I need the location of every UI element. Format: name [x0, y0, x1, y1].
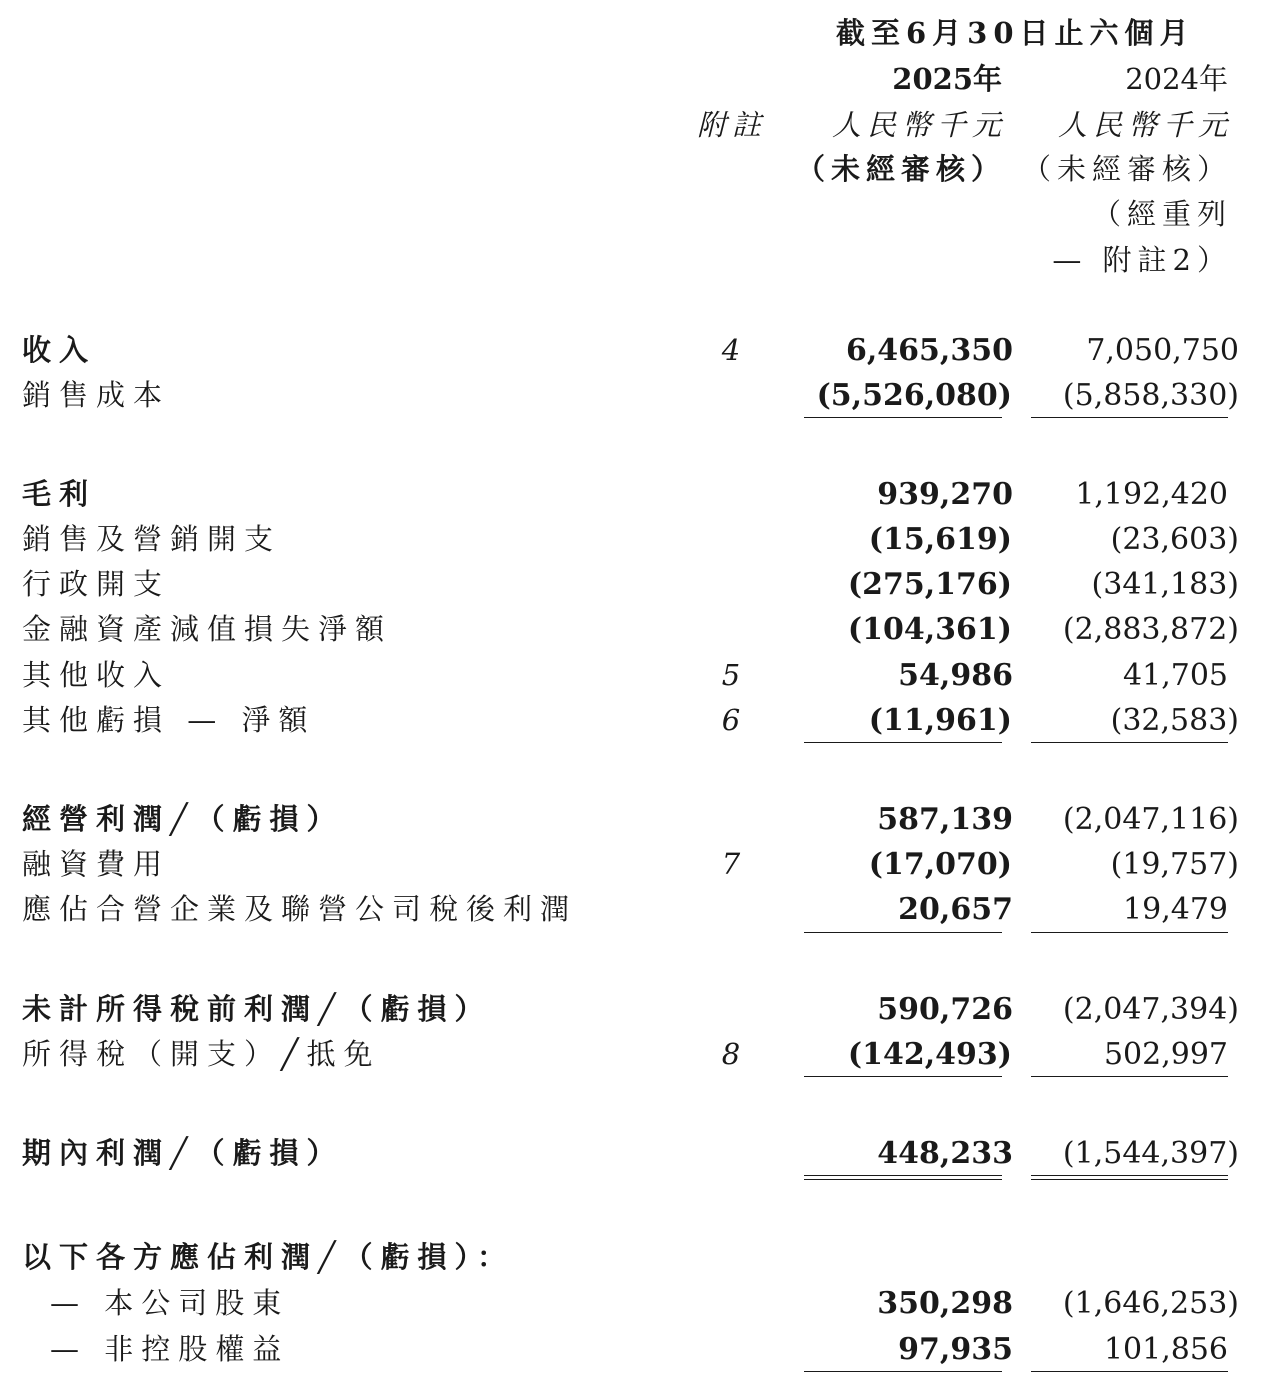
row-selling-expenses — [0, 517, 1272, 562]
row-label: 融資費用 — [22, 847, 171, 881]
value-2025: (104,361) — [847, 612, 1012, 647]
subtotal-rule-2025 — [804, 1371, 1002, 1372]
value-2025: 587,139 — [877, 802, 1013, 837]
subtotal-rule-2025 — [804, 932, 1002, 933]
subtotal-rule-2024 — [1031, 932, 1228, 933]
value-2024: 101,856 — [1103, 1332, 1228, 1367]
value-2024: (19,757) — [1110, 847, 1239, 882]
subtotal-rule-2024 — [1031, 417, 1228, 418]
value-2025: 97,935 — [898, 1332, 1013, 1367]
value-2025: 590,726 — [877, 992, 1013, 1027]
value-2024: (2,047,394) — [1062, 992, 1239, 1027]
row-label: 金融資產減值損失淨額 — [22, 612, 393, 646]
value-2025: (17,070) — [868, 847, 1012, 882]
currency-2025-header: 人民幣千元 — [831, 108, 1007, 142]
row-label: 銷售及營銷開支 — [22, 522, 282, 556]
value-2025: (15,619) — [868, 522, 1012, 557]
value-2025: (11,961) — [868, 703, 1012, 738]
value-2024: (2,883,872) — [1062, 612, 1239, 647]
restated-header-line2: — 附註2） — [1052, 243, 1232, 277]
subtotal-rule-2025 — [804, 417, 1002, 418]
value-2025: (142,493) — [847, 1037, 1012, 1072]
value-2025: 20,657 — [898, 892, 1013, 927]
value-2024: (341,183) — [1091, 567, 1239, 602]
value-2024: (1,544,397) — [1062, 1136, 1239, 1171]
row-share-of-jv-profit — [0, 887, 1272, 932]
audit-2024-header: （未經審核） — [1021, 152, 1232, 186]
value-2024: 7,050,750 — [1086, 333, 1239, 368]
row-gross-profit — [0, 472, 1272, 517]
restated-header-line1: （經重列 — [1091, 197, 1232, 231]
row-label: 其他虧損 — 淨額 — [22, 703, 316, 737]
row-label: 經營利潤╱（虧損） — [22, 802, 344, 836]
value-2024: 19,479 — [1123, 892, 1228, 927]
total-double-rule-2025 — [804, 1175, 1002, 1180]
row-finance-costs — [0, 842, 1272, 887]
row-note: 6 — [721, 703, 741, 737]
value-2024: (5,858,330) — [1062, 378, 1239, 413]
subtotal-rule-2025 — [804, 1076, 1002, 1077]
row-label: 所得稅（開支）╱抵免 — [22, 1037, 381, 1071]
value-2024: (23,603) — [1110, 522, 1239, 557]
row-other-income — [0, 653, 1272, 698]
row-label: — 非控股權益 — [50, 1332, 290, 1366]
value-2025: 350,298 — [877, 1286, 1013, 1321]
total-double-rule-2024 — [1031, 1175, 1228, 1180]
subtotal-rule-2024 — [1031, 742, 1228, 743]
row-label: 毛利 — [22, 477, 97, 511]
row-label: 收入 — [22, 333, 97, 367]
value-2025: 939,270 — [877, 477, 1013, 512]
value-2024: (1,646,253) — [1062, 1286, 1239, 1321]
row-label: 期內利潤╱（虧損） — [22, 1136, 344, 1170]
value-2024: (32,583) — [1110, 703, 1239, 738]
row-owners-of-company — [0, 1281, 1272, 1326]
note-column-header: 附註 — [697, 108, 768, 142]
value-2024: 41,705 — [1123, 658, 1228, 693]
row-non-controlling-interests — [0, 1327, 1272, 1372]
row-operating-profit — [0, 797, 1272, 842]
value-2025: (5,526,080) — [816, 378, 1012, 413]
year-2025-header: 2025年 — [892, 62, 1002, 96]
subtotal-rule-2025 — [804, 742, 1002, 743]
row-revenue — [0, 328, 1272, 373]
period-heading: 截至6月30日止六個月 — [836, 16, 1195, 50]
row-label: 以下各方應佔利潤╱（虧損）： — [22, 1240, 514, 1274]
row-income-tax — [0, 1032, 1272, 1077]
year-2024-header: 2024年 — [1125, 62, 1228, 96]
row-note: 4 — [721, 333, 741, 367]
row-admin-expenses — [0, 562, 1272, 607]
row-label: 行政開支 — [22, 567, 171, 601]
row-profit-before-tax — [0, 987, 1272, 1032]
audit-2025-header: （未經審核） — [795, 152, 1006, 186]
value-2025: 6,465,350 — [845, 333, 1013, 368]
currency-2024-header: 人民幣千元 — [1057, 108, 1233, 142]
subtotal-rule-2024 — [1031, 1371, 1228, 1372]
row-label: 未計所得稅前利潤╱（虧損） — [22, 992, 492, 1026]
row-impairment-losses — [0, 607, 1272, 652]
row-note: 5 — [721, 658, 741, 692]
row-label: — 本公司股東 — [50, 1286, 290, 1320]
row-other-losses — [0, 698, 1272, 743]
value-2024: (2,047,116) — [1062, 802, 1239, 837]
row-note: 8 — [721, 1037, 741, 1071]
row-profit-for-period — [0, 1131, 1272, 1176]
value-2025: (275,176) — [847, 567, 1012, 602]
value-2025: 448,233 — [877, 1136, 1013, 1171]
value-2025: 54,986 — [898, 658, 1013, 693]
row-label: 應佔合營企業及聯營公司稅後利潤 — [22, 892, 578, 926]
row-label: 銷售成本 — [22, 378, 171, 412]
subtotal-rule-2024 — [1031, 1076, 1228, 1077]
row-attributable-heading — [0, 1235, 1272, 1280]
row-label: 其他收入 — [22, 658, 171, 692]
value-2024: 502,997 — [1103, 1037, 1228, 1072]
value-2024: 1,192,420 — [1075, 477, 1228, 512]
row-note: 7 — [721, 847, 741, 881]
row-cost-of-sales — [0, 373, 1272, 418]
